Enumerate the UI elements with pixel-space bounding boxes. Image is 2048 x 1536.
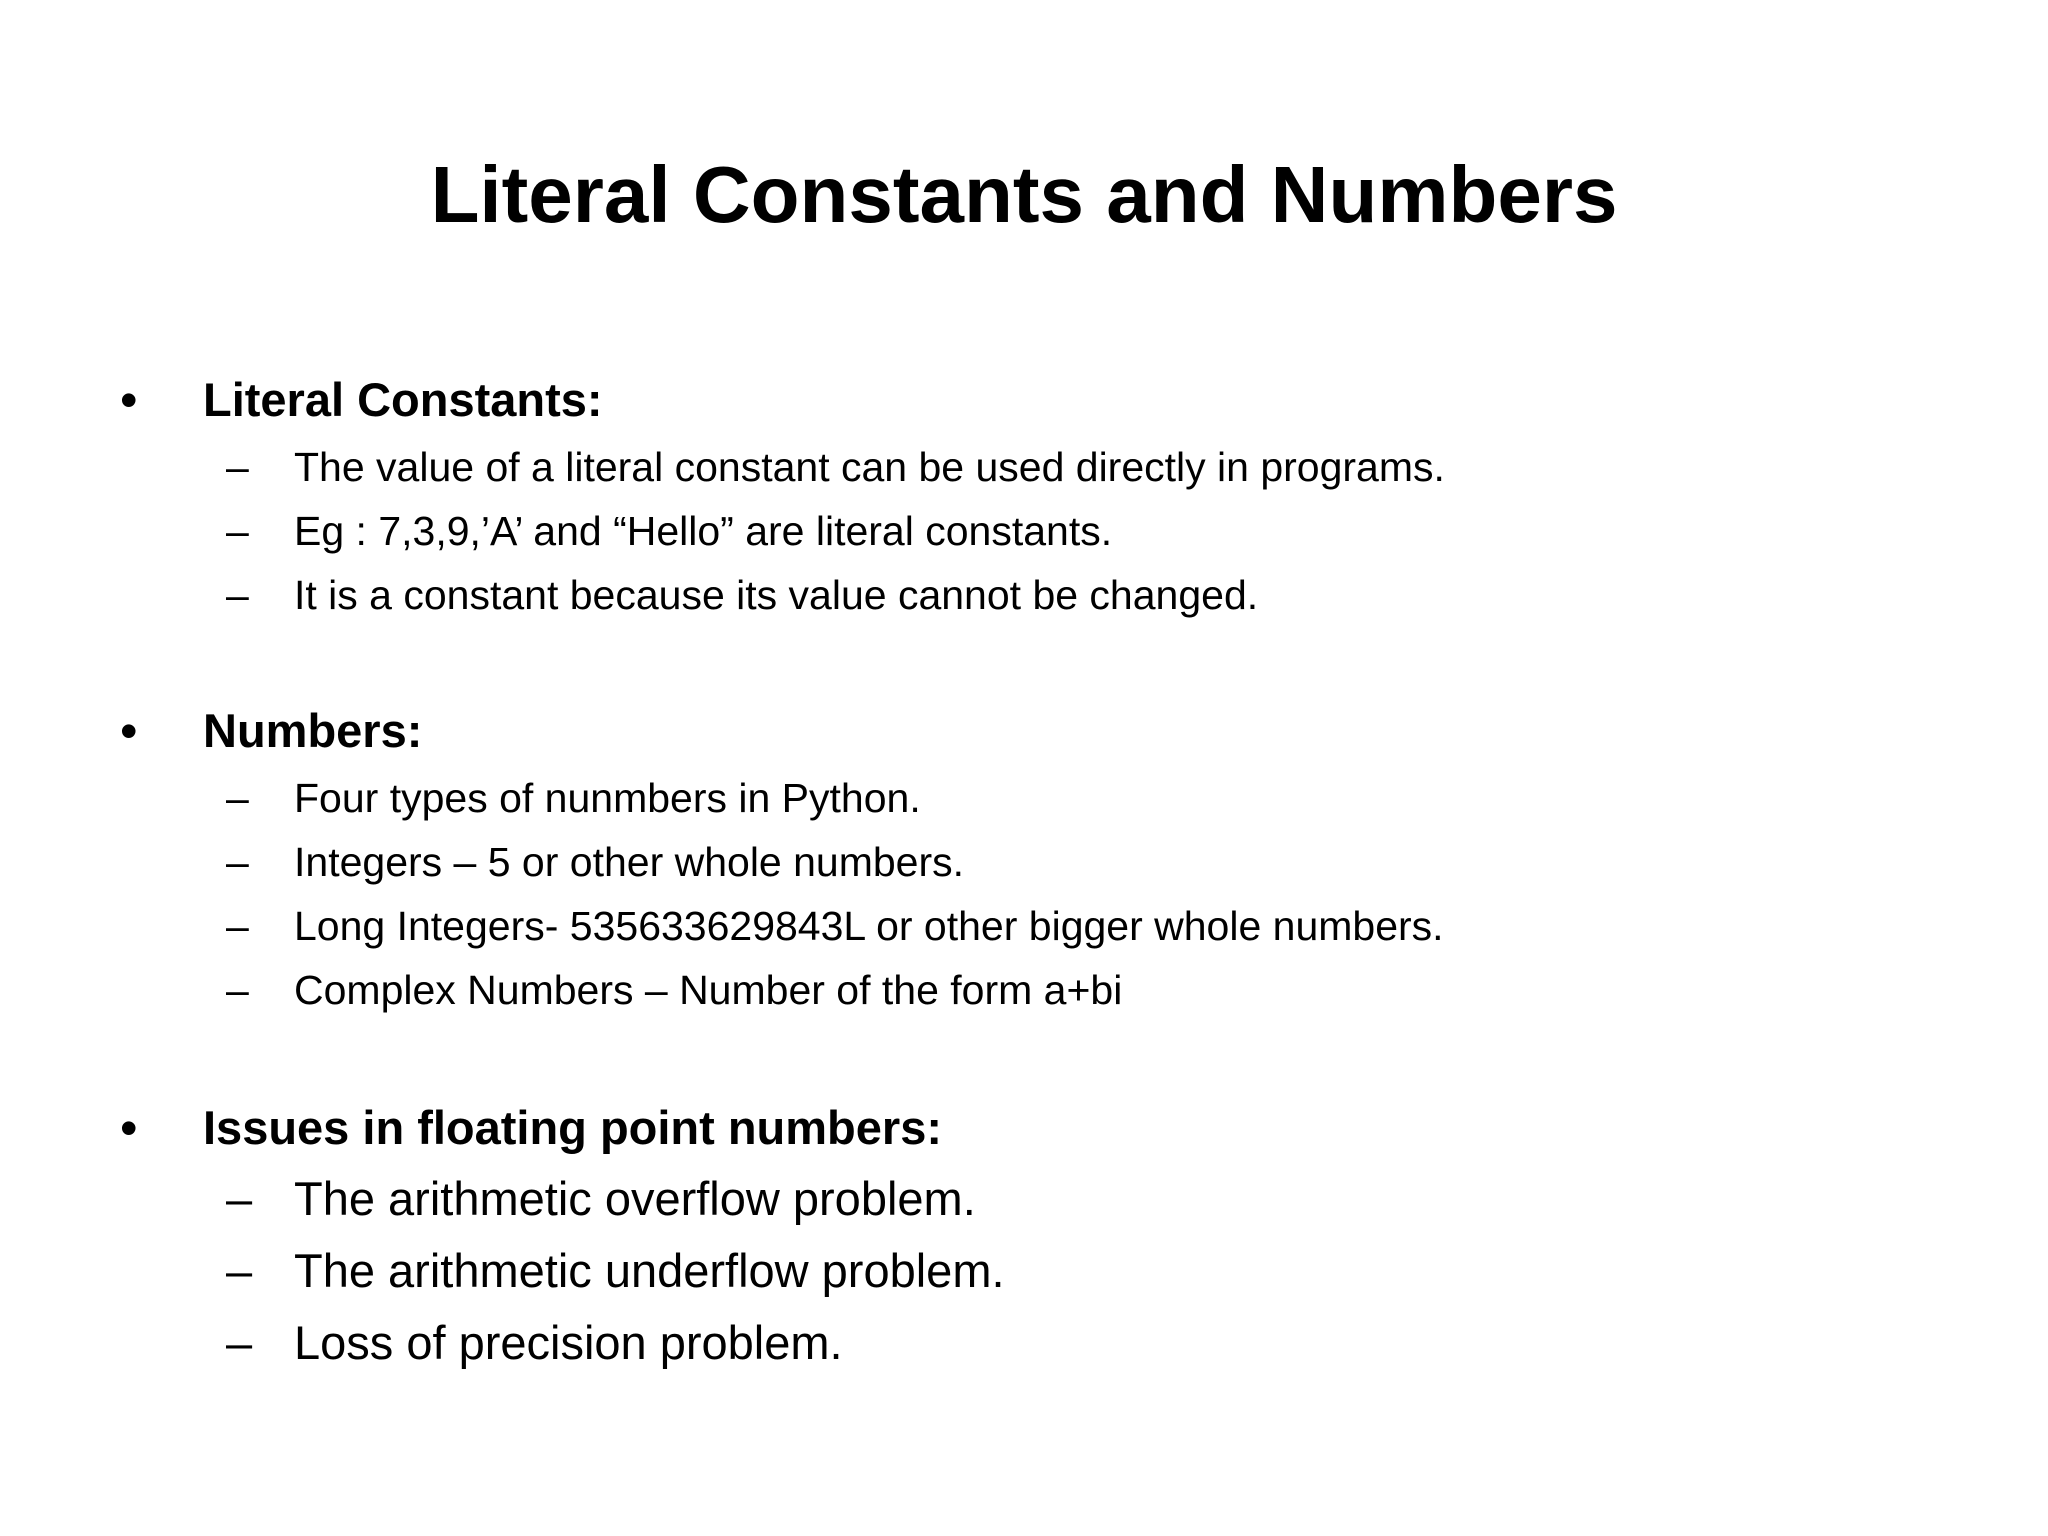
dash-icon: – — [226, 839, 249, 885]
list-item-text: Loss of precision problem. — [294, 1316, 843, 1369]
list-item-text: It is a constant because its value cannot be changed. — [294, 572, 1259, 618]
list-item-text: Four types of nunmbers in Python. — [294, 775, 921, 821]
slide-title: Literal Constants and Numbers — [430, 150, 1618, 239]
section-heading: Numbers: — [203, 704, 423, 757]
list-item-text: Eg : 7,3,9,’A’ and “Hello” are literal constants. — [294, 508, 1113, 554]
section-heading: Issues in floating point numbers: — [203, 1101, 942, 1154]
bullet-icon: • — [120, 372, 138, 428]
list-item-text: The arithmetic overflow problem. — [294, 1172, 976, 1225]
dash-icon: – — [226, 1172, 253, 1225]
dash-icon: – — [226, 1316, 253, 1369]
list-item — [0, 894, 2048, 958]
dash-icon: – — [226, 1244, 253, 1297]
list-item — [0, 563, 2048, 627]
dash-icon: – — [226, 508, 249, 554]
list-item-text: Long Integers- 535633629843L or other bigger whole numbers. — [294, 903, 1444, 949]
sub-list — [0, 435, 2048, 627]
list-item — [0, 1235, 2048, 1307]
list-item-text: The value of a literal constant can be used directly in programs. — [294, 444, 1445, 490]
dash-icon: – — [226, 572, 249, 618]
dash-icon: – — [226, 967, 249, 1013]
sub-list — [0, 1163, 2048, 1379]
list-item-text: Integers – 5 or other whole numbers. — [294, 839, 965, 885]
list-item — [0, 958, 2048, 1022]
dash-icon: – — [226, 903, 249, 949]
list-item — [0, 766, 2048, 830]
list-item-text: Complex Numbers – Number of the form a+bi — [294, 967, 1123, 1013]
bullet-icon: • — [120, 703, 138, 759]
bullet-icon: • — [120, 1100, 138, 1156]
section-numbers — [0, 696, 2048, 1022]
list-item — [0, 1307, 2048, 1379]
sub-list — [0, 766, 2048, 1022]
dash-icon: – — [226, 775, 249, 821]
list-item-text: The arithmetic underflow problem. — [294, 1244, 1005, 1297]
list-item — [0, 435, 2048, 499]
list-item — [0, 830, 2048, 894]
section-floating-point-issues — [0, 1093, 2048, 1379]
section-literal-constants — [0, 365, 2048, 627]
dash-icon: – — [226, 444, 249, 490]
list-item — [0, 499, 2048, 563]
list-item — [0, 1163, 2048, 1235]
section-heading: Literal Constants: — [203, 373, 603, 426]
